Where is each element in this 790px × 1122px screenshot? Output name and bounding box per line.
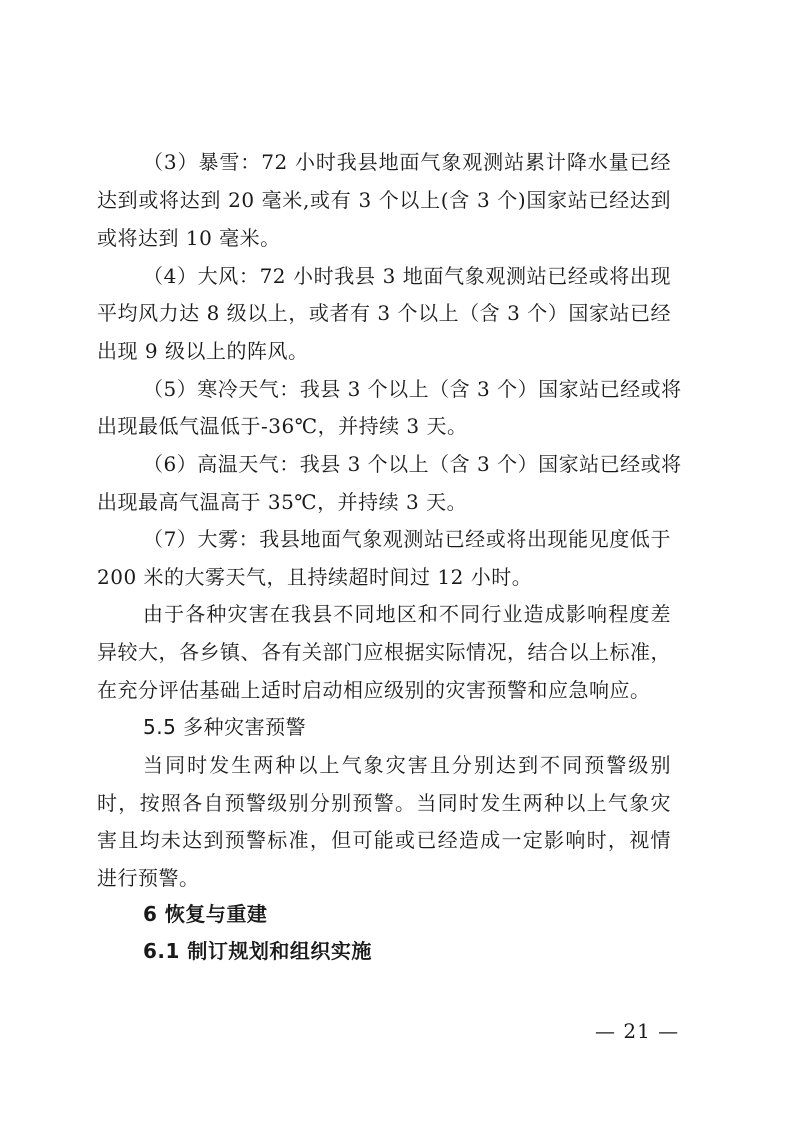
paragraph-gale-line-1: （4）大风：72 小时我县 3 地面气象观测站已经或将出现	[143, 264, 671, 288]
page-number: — 21 —	[595, 1019, 680, 1043]
paragraph-heat-line-1: （6）高温天气：我县 3 个以上（含 3 个）国家站已经或将	[143, 452, 682, 476]
paragraph-multi-hazard-line-2: 时，按照各自预警级别分别预警。当同时发生两种以上气象灾	[97, 791, 671, 815]
paragraph-gale-line-3: 出现 9 级以上的阵风。	[97, 339, 309, 363]
section-heading-5-5: 5.5 多种灾害预警	[143, 715, 307, 739]
paragraph-snowstorm-line-3: 或将达到 10 毫米。	[97, 226, 281, 250]
paragraph-multi-hazard-line-3: 害且均未达到预警标准，但可能或已经造成一定影响时，视情	[97, 828, 671, 852]
paragraph-cold-line-2: 出现最低气温低于-36℃，并持续 3 天。	[97, 414, 468, 438]
paragraph-multi-hazard-line-4: 进行预警。	[97, 866, 200, 890]
paragraph-regional-line-3: 在充分评估基础上适时启动相应级别的灾害预警和应急响应。	[97, 678, 651, 702]
paragraph-cold-line-1: （5）寒冷天气：我县 3 个以上（含 3 个）国家站已经或将	[143, 377, 682, 401]
paragraph-regional-line-2: 异较大，各乡镇、各有关部门应根据实际情况，结合以上标准，	[97, 640, 671, 664]
paragraph-snowstorm-line-2: 达到或将达到 20 毫米,或有 3 个以上(含 3 个)国家站已经达到	[97, 188, 671, 212]
paragraph-multi-hazard-line-1: 当同时发生两种以上气象灾害且分别达到不同预警级别	[143, 753, 671, 777]
section-heading-6-1: 6.1 制订规划和组织实施	[143, 939, 372, 963]
paragraph-regional-line-1: 由于各种灾害在我县不同地区和不同行业造成影响程度差	[143, 602, 671, 626]
paragraph-snowstorm-line-1: （3）暴雪：72 小时我县地面气象观测站累计降水量已经	[143, 150, 671, 174]
paragraph-fog-line-2: 200 米的大雾天气，且持续超时间过 12 小时。	[97, 565, 533, 589]
paragraph-heat-line-2: 出现最高气温高于 35℃，并持续 3 天。	[97, 490, 468, 514]
paragraph-fog-line-1: （7）大雾：我县地面气象观测站已经或将出现能见度低于	[143, 527, 671, 551]
section-heading-6: 6 恢复与重建	[143, 902, 268, 926]
paragraph-gale-line-2: 平均风力达 8 级以上，或者有 3 个以上（含 3 个）国家站已经	[97, 301, 671, 325]
